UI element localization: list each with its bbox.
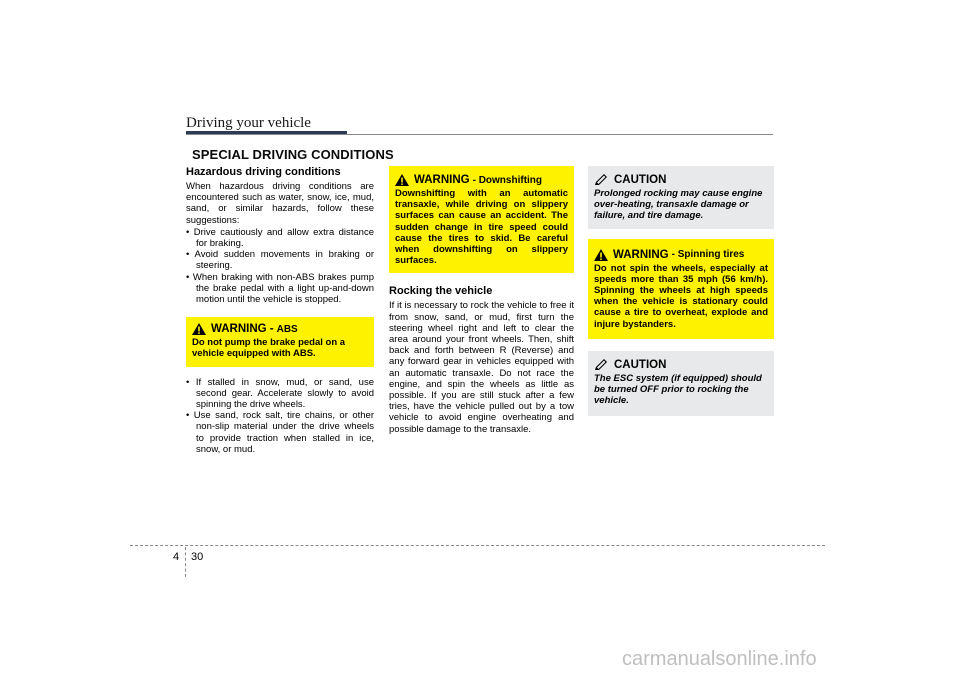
warning-downshift-header	[395, 174, 568, 186]
header-rule	[186, 134, 773, 135]
warning-downshift-box	[389, 166, 574, 273]
warning-spinning-word: WARNING	[613, 248, 669, 261]
warning-abs-header	[192, 323, 368, 335]
caution-esc-text: The ESC system (if equipped) should be turned OFF prior to rocking the vehicle.	[594, 372, 762, 407]
caution-pencil-icon	[594, 174, 608, 186]
warning-abs-sub: ABS	[276, 323, 298, 335]
footer-rule	[130, 545, 825, 546]
caution-esc-box	[588, 351, 774, 417]
hazardous-bullets	[186, 227, 374, 305]
warning-spinning-header	[594, 249, 768, 261]
caution-esc-header	[594, 359, 768, 371]
caution-rocking-header	[594, 174, 768, 186]
list-item: • Drive cautiously and allow extra distance for braking.	[186, 226, 374, 250]
hazardous-heading: Hazardous driving conditions	[186, 166, 341, 178]
list-item: • Avoid sudden movements in braking or steering.	[186, 249, 374, 272]
list-item: • Use sand, rock salt, tire chains, or other non-slip material under the drive wheels to provide traction when stalled in ice, snow, or mud.	[186, 410, 374, 455]
warning-abs-box	[186, 317, 374, 366]
caution-rocking-text: Prolonged rocking may cause engine over-heating, transaxle damage or failure, and tire damage.	[594, 188, 763, 222]
warning-downshift-word: WARNING	[414, 174, 470, 186]
warning-spinning-text: Do not spin the wheels, especially at speeds more than 35 mph (56 km/h). Spinning the wheels at high speeds when the vehicle is stationary could cause a tire to overheat, explode and injure bystanders.	[594, 262, 768, 330]
warning-spinning-sub: - Spinning tires	[671, 249, 745, 261]
hazardous-intro: When hazardous driving conditions are encountered such as water, snow, ice, mud, sand, or similar hazards, follow these suggestions:	[186, 181, 374, 226]
list-item: • If stalled in snow, mud, or sand, use second gear. Accelerate slowly to avoid spinning the drive wheels.	[186, 376, 374, 411]
warning-spinning-box	[588, 239, 774, 339]
warning-triangle-icon	[594, 249, 608, 261]
warning-abs-text: Do not pump the brake pedal on a vehicle equipped with ABS.	[192, 337, 346, 360]
rocking-heading: Rocking the vehicle	[389, 285, 493, 298]
caution-rocking-word: CAUTION	[614, 174, 667, 186]
footer-divider	[185, 547, 186, 577]
column-middle	[389, 166, 574, 435]
caution-pencil-icon	[594, 359, 608, 371]
hazardous-bullets-after	[186, 377, 374, 455]
column-right	[588, 166, 774, 416]
page-chapter: 4	[173, 551, 180, 563]
header-title: Driving your vehicle	[186, 115, 311, 131]
warning-triangle-icon	[395, 174, 409, 186]
warning-triangle-icon	[192, 323, 206, 335]
watermark: carmanualsonline.info	[622, 648, 817, 670]
list-item: • When braking with non-ABS brakes pump the brake pedal with a light up-and-down motion until the vehicle is stopped.	[186, 271, 374, 306]
caution-rocking-box	[588, 166, 774, 229]
warning-downshift-sub: - Downshifting	[472, 174, 543, 186]
column-left	[186, 166, 374, 455]
caution-esc-word: CAUTION	[614, 358, 667, 371]
section-title: SPECIAL DRIVING CONDITIONS	[192, 147, 394, 162]
page-number: 30	[191, 551, 204, 563]
warning-abs-word: WARNING -	[211, 323, 274, 336]
warning-downshift-text: Downshifting with an automatic transaxle, while driving on slippery surfaces can cause an accident. The sudden change in tire speed could cause the tires to skid. Be careful when downshifting on slippery surfaces.	[395, 188, 568, 267]
rocking-text: If it is necessary to rock the vehicle to free it from snow, sand, or mud, first turn the steering wheel right and left to clear the area around your front wheels. Then, shift back and forth between R (Reverse) and any forward gear in vehicles equipped with an automatic transaxle. Do not race the engine, and spin the wheels as little as possible. If you are still stuck after a few tries, have the vehicle pulled out by a tow vehicle to avoid engine overheating and possible damage to the transaxle.	[389, 300, 574, 435]
